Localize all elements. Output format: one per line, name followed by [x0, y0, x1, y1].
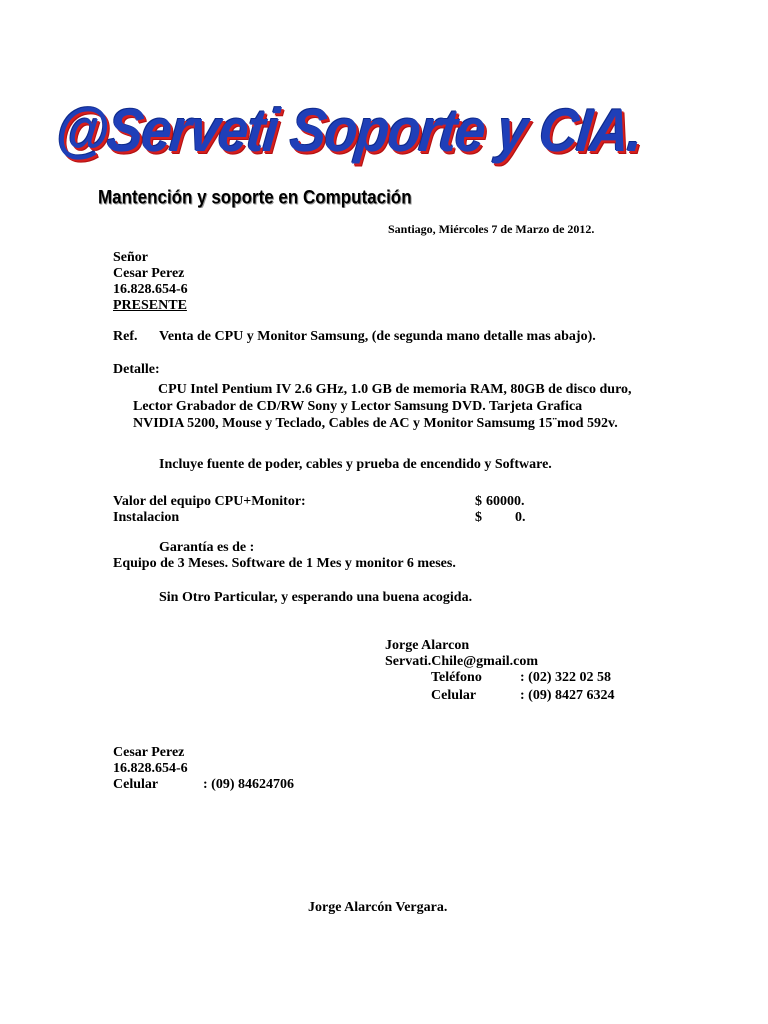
buyer-cell: : (09) 84624706 — [203, 777, 294, 792]
equipment-label: Valor del equipo CPU+Monitor: — [113, 494, 306, 509]
recipient-rut: 16.828.654-6 — [113, 282, 188, 297]
warranty-label: Garantía es de : — [159, 540, 255, 555]
install-value: 0. — [515, 510, 526, 525]
detail-label: Detalle: — [113, 362, 160, 377]
recipient-salutation: Señor — [113, 250, 148, 265]
install-label: Instalacion — [113, 510, 180, 525]
closing-line: Sin Otro Particular, y esperando una buena acogida. — [159, 590, 473, 605]
date-line: Santiago, Miércoles 7 de Marzo de 2012. — [388, 222, 595, 236]
sender-cell-label: Celular — [431, 688, 477, 703]
company-logo-text: @Serveti Soporte y CIA. — [52, 97, 646, 165]
sender-cell: : (09) 8427 6324 — [520, 688, 615, 703]
buyer-cell-label: Celular — [113, 777, 159, 792]
sender-phone-label: Teléfono — [431, 670, 482, 685]
equipment-value: 60000. — [486, 494, 525, 509]
buyer-name: Cesar Perez — [113, 745, 185, 760]
equipment-currency: $ — [475, 494, 482, 509]
recipient-name: Cesar Perez — [113, 266, 185, 281]
detail-includes: Incluye fuente de poder, cables y prueba de encendido y Software. — [159, 457, 552, 472]
recipient-presente: PRESENTE — [113, 298, 187, 313]
install-currency: $ — [475, 510, 482, 525]
reference-text: Venta de CPU y Monitor Samsung, (de segunda mano detalle mas abajo). — [159, 329, 596, 344]
reference-label: Ref. — [113, 329, 138, 344]
buyer-rut: 16.828.654-6 — [113, 761, 188, 776]
sender-name: Jorge Alarcon — [385, 638, 470, 653]
company-tagline: Mantención y soporte en Computación — [98, 186, 412, 208]
detail-paragraph: CPU Intel Pentium IV 2.6 GHz, 1.0 GB de memoria RAM, 80GB de disco duro, Lector Grabador de CD/RW Sony y Lector Samsung DVD. Tarjeta Grafica NVIDIA 5200, Mouse y Teclado, Cables de AC y Monitor Samsumg 15¨mod 592v. — [133, 382, 632, 431]
signature-line: Jorge Alarcón Vergara. — [308, 900, 448, 915]
sender-phone: : (02) 322 02 58 — [520, 670, 611, 685]
warranty-text: Equipo de 3 Meses. Software de 1 Mes y monitor 6 meses. — [113, 556, 456, 571]
sender-email: Servati.Chile@gmail.com — [385, 654, 538, 669]
